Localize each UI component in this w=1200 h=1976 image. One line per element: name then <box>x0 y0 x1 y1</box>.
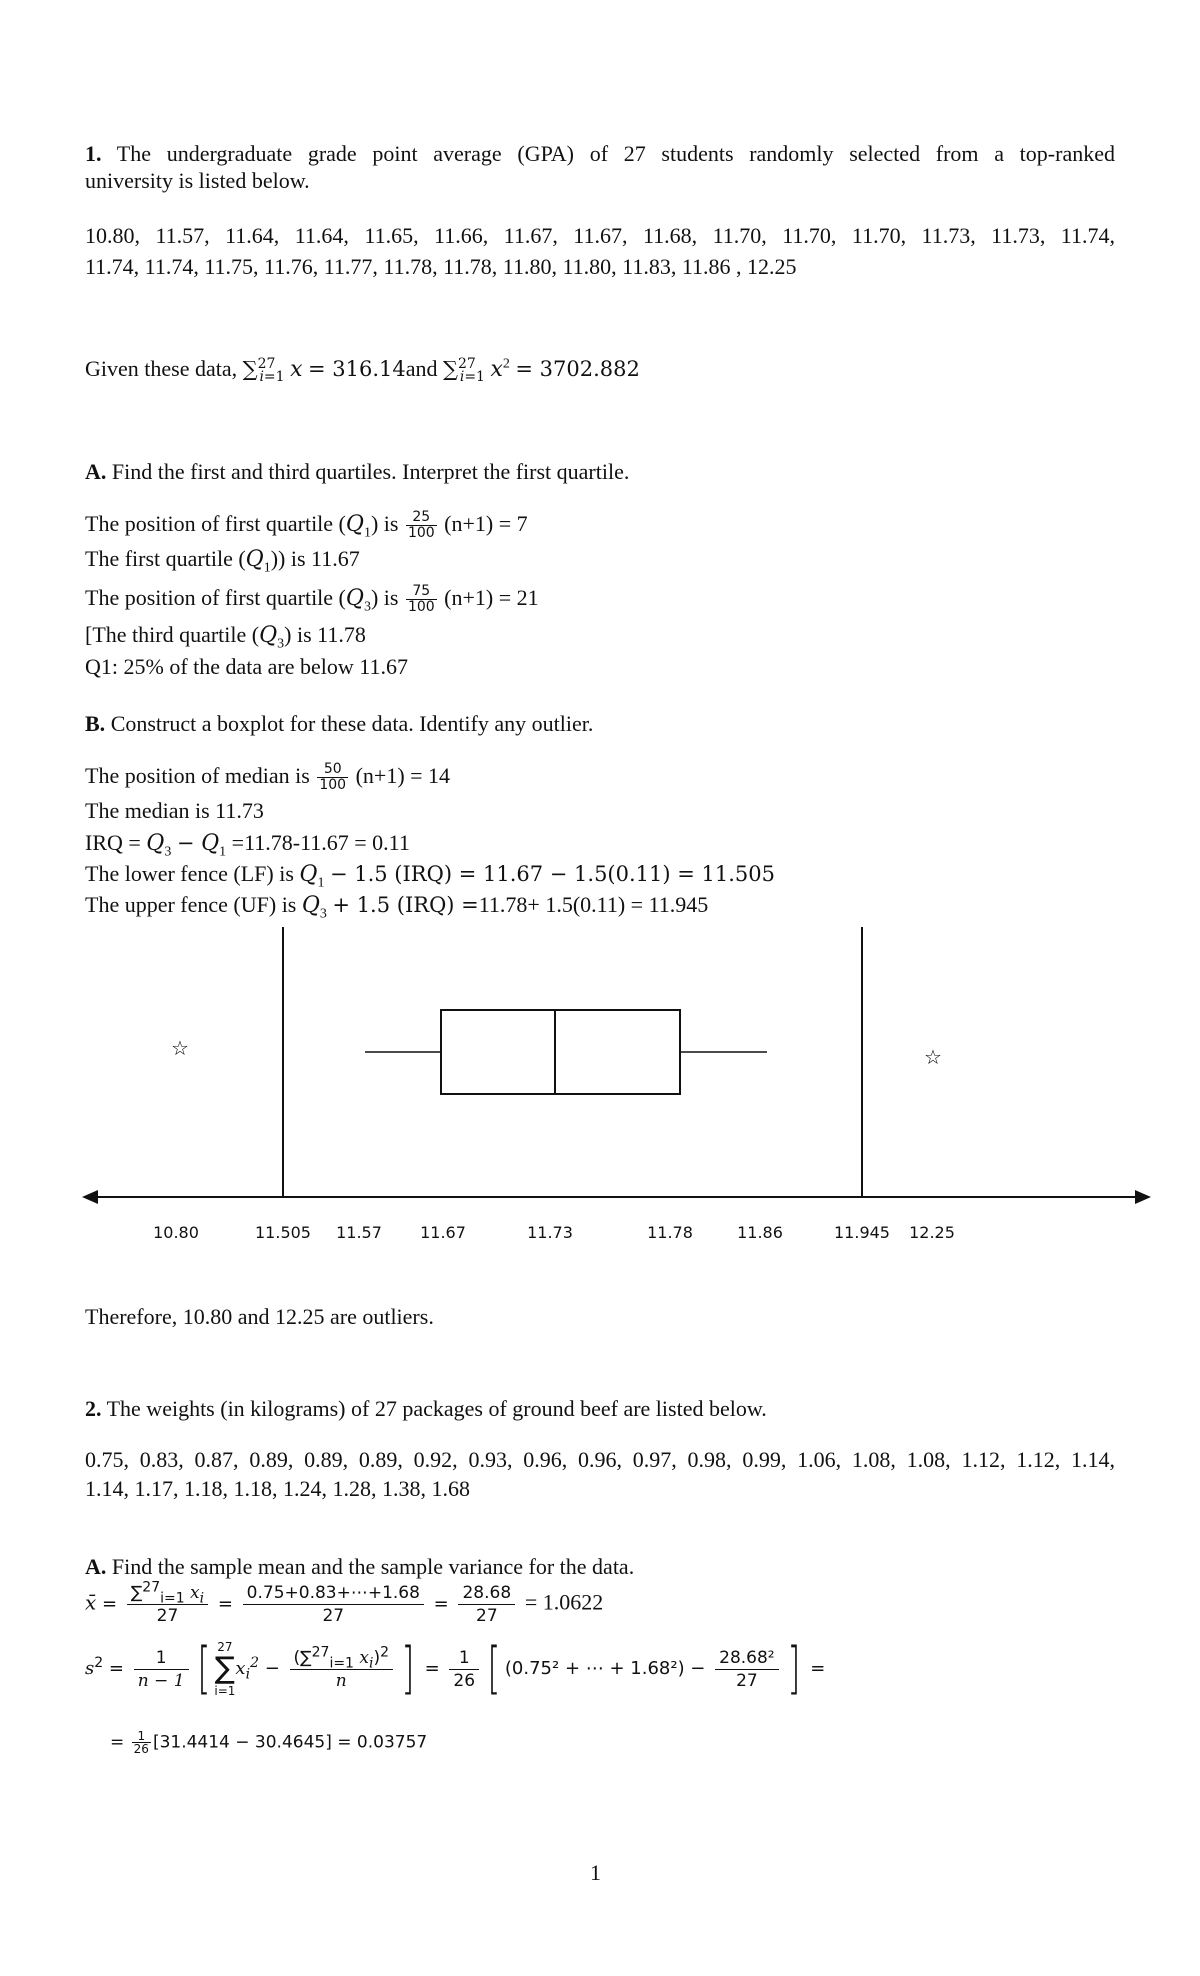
frac-num: 1 <box>134 1647 189 1670</box>
q1-end: )) is 11.67 <box>270 546 360 571</box>
q1-pos-q1-line: The position of first quartile $(Q_1)$ is $\frac{25}{100}$ (n+1) = 7 <box>85 509 528 542</box>
sum-symbol-2: ∑$^{27}_{i=1}$ <box>443 356 485 386</box>
uf-math: + 1.5 (IRQ) = <box>332 893 479 917</box>
q1-pos-q3-line: The position of first quartile $(Q_3)$ is $\frac{75}{100}$ (n+1) = 21 <box>85 583 539 616</box>
partA-label: A. <box>85 459 107 484</box>
q1-data-line2: 11.74, 11.74, 11.75, 11.76, 11.77, 11.78, 11.78, 11.80, 11.80, 11.83, 11.86 , 12.25 <box>85 254 797 279</box>
frac-den: 100 <box>407 599 435 616</box>
and-word: and <box>405 356 444 381</box>
q1-intro-line2: university is listed below. <box>85 168 310 193</box>
q2-partA-question-text: Find the sample mean and the sample variance for the data. <box>106 1554 635 1579</box>
frac-den: 27 <box>156 1606 179 1626</box>
frac-num: 25 <box>406 510 437 526</box>
page-number: 1 <box>590 1860 601 1885</box>
q1-given-sums: Given these data, ∑$^{27}_{i=1}$ x = 316.14and ∑$^{27}_{i=1}$ $x^2 = 3702.882$ <box>85 356 640 386</box>
frac-den: 27 <box>476 1606 498 1626</box>
partA-question-text: Find the first and third quartiles. Interpret the first quartile. <box>106 459 630 484</box>
given-prefix: Given these data, <box>85 356 243 381</box>
frac-num: 1 <box>449 1647 479 1670</box>
sum-big: 27 ∑ i=1 <box>214 1640 236 1698</box>
q1-iqr-line: IRQ = $Q_3 - Q_1 =11.78-11.67 = 0.11$ <box>85 830 410 860</box>
tick-label-11.78: 11.78 <box>647 1223 693 1242</box>
pos-q3-end: ) is <box>370 585 404 610</box>
pos-q3-text: The position of first quartile ( <box>85 585 346 610</box>
median-pos-text: The position of median is <box>85 763 316 788</box>
frac-num: 0.75+0.83+⋯+1.68 <box>243 1582 424 1605</box>
var-inner: (0.75² + ⋯ + 1.68²) − <box>504 1658 706 1679</box>
q2-intro-text: The weights (in kilograms) of 27 packages of ground beef are listed below. <box>101 1396 767 1421</box>
sum-symbol: ∑$^{27}_{i=1}$ <box>242 356 285 386</box>
final-line-text: [31.4414 − 30.4645] = 0.03757 <box>152 1732 428 1753</box>
q1-upper-fence: The upper fence (UF) is $Q_3 + 1.5$ (IRQ) =11.78+ 1.5(0.11) = 11.945 <box>85 892 709 922</box>
q1-median-value: The median is 11.73 <box>85 798 264 823</box>
median-pos-result: (n+1) = 14 <box>355 763 451 788</box>
variance-final: = $\frac{1}{26}$ [31.4414 − 30.4645] = 0.03757 <box>110 1729 428 1756</box>
axis-arrow-right <box>1135 1190 1151 1204</box>
frac-num: 28.68 <box>458 1582 515 1605</box>
pos-q1-text: The position of first quartile ( <box>85 511 346 536</box>
mean-formula: x̄ = $\frac{\sum^{27}_{i=1} x_i}{27}$ = $\frac{0.75+0.83+\cdots+1.68}{27}$ = $\frac{28.68}{27}$ = 1.0622 <box>85 1579 604 1626</box>
iqr-rest: =11.78-11.67 = 0.11 <box>231 830 410 855</box>
sum-x-value: = 316.14 <box>307 357 406 381</box>
q2-data-line2: 1.14, 1.17, 1.18, 1.18, 1.24, 1.28, 1.38, 1.68 <box>85 1476 470 1501</box>
q1-text: The first quartile ( <box>85 546 246 571</box>
tick-label-11.505: 11.505 <box>255 1223 311 1242</box>
frac-den: 26 <box>133 1742 149 1756</box>
tick-label-11.67: 11.67 <box>420 1223 466 1242</box>
frac-den: n − 1 <box>137 1670 185 1691</box>
tick-label-11.73: 11.73 <box>527 1223 573 1242</box>
var-frac-2: $\frac{(\sum^{27}_{i=1} x_i)^2}{n}$ <box>290 1647 394 1692</box>
lf-math: − 1.5 (IRQ) = 11.67 − 1.5(0.11) = 11.505 <box>329 862 775 886</box>
q3-text: [The third quartile ( <box>85 622 260 647</box>
pos-q1-end: ) is <box>370 511 404 536</box>
frac-num: 50 <box>317 762 348 778</box>
frac-den: 100 <box>407 525 435 542</box>
pos-q3-result: (n+1) = 21 <box>444 585 539 610</box>
frac-den: 27 <box>736 1670 758 1691</box>
tick-label-11.945: 11.945 <box>834 1223 890 1242</box>
tick-labels <box>153 1223 955 1242</box>
tick-label-11.86: 11.86 <box>737 1223 783 1242</box>
uf-prefix: The upper fence (UF) is <box>85 892 302 917</box>
frac-den: n <box>335 1670 347 1691</box>
lf-prefix: The lower fence (LF) is <box>85 861 300 886</box>
pos-q1-result: (n+1) = 7 <box>444 511 528 536</box>
outlier-star-high: ☆ <box>924 1045 942 1069</box>
frac-den: 100 <box>319 777 347 794</box>
frac-den: 26 <box>453 1670 476 1691</box>
q1-interpretation: Q1: 25% of the data are below 11.67 <box>85 654 408 679</box>
q3-end: ) is 11.78 <box>284 622 366 647</box>
q2-data-line1: 0.75, 0.83, 0.87, 0.89, 0.89, 0.89, 0.92, 0.93, 0.96, 0.96, 0.97, 0.98, 0.99, 1.06, 1.08, 1.08, 1.12, 1.12, 1.14, <box>85 1447 1115 1472</box>
iqr-box <box>441 1010 680 1094</box>
q1-data-line1: 10.80, 11.57, 11.64, 11.64, 11.65, 11.66, 11.67, 11.67, 11.68, 11.70, 11.70, 11.70, 11.73, 11.73, 11.74, <box>85 223 1115 248</box>
outlier-star-low: ☆ <box>171 1036 189 1060</box>
q2-number: 2. <box>85 1396 102 1421</box>
partB-label: B. <box>85 711 106 736</box>
q2-partA-label: A. <box>85 1554 107 1579</box>
variance-formula: $s^2$ = $\frac{1}{n - 1}$ [ 27 ∑ $i=1x_i^2$ − $\frac{(\sum^{27}_{i=1} x_i)^2}{n}$ ] = $\frac{1}{26}$ [ (0.75² + ⋯ + 1.68²) − $\frac{\text{28.68²}}{27}$ ] = <box>85 1636 826 1701</box>
tick-label-12.25: 12.25 <box>909 1223 955 1242</box>
q1-lower-fence: The lower fence (LF) is $Q_1 - 1.5$ (IRQ) = 11.67 − 1.5(0.11) = 11.505 <box>85 861 775 891</box>
q1-intro-text: The undergraduate grade point average (GPA) of 27 students randomly selected from a top-ranked <box>116 141 1115 166</box>
axis-arrow-left <box>82 1190 98 1204</box>
q1-number: 1. <box>85 141 102 166</box>
q1-third-quartile-line: [The third quartile $(Q_3)$ is 11.78 <box>85 622 366 652</box>
frac-den: 27 <box>322 1606 345 1626</box>
mean-frac-sum: $\frac{\sum^{27}_{i=1} x_i}{27}$ <box>127 1582 208 1627</box>
q1-conclusion: Therefore, 10.80 and 12.25 are outliers. <box>85 1304 434 1329</box>
uf-rest: 11.78+ 1.5(0.11) = 11.945 <box>478 892 709 917</box>
frac-num: 1 <box>132 1730 151 1743</box>
sum-x2-value: = 3702.882 <box>515 357 640 381</box>
frac-num: 28.68² <box>715 1647 778 1670</box>
tick-label-10.80: 10.80 <box>153 1223 199 1242</box>
tick-label-11.57: 11.57 <box>336 1223 382 1242</box>
mean-result: = 1.0622 <box>524 1589 604 1615</box>
iqr-prefix: IRQ = <box>85 830 147 855</box>
frac-num: 75 <box>406 584 437 600</box>
q1-first-quartile-line: The first quartile $(Q_1)$) is 11.67 <box>85 546 360 576</box>
partB-question-text: Construct a boxplot for these data. Identify any outlier. <box>105 711 594 736</box>
